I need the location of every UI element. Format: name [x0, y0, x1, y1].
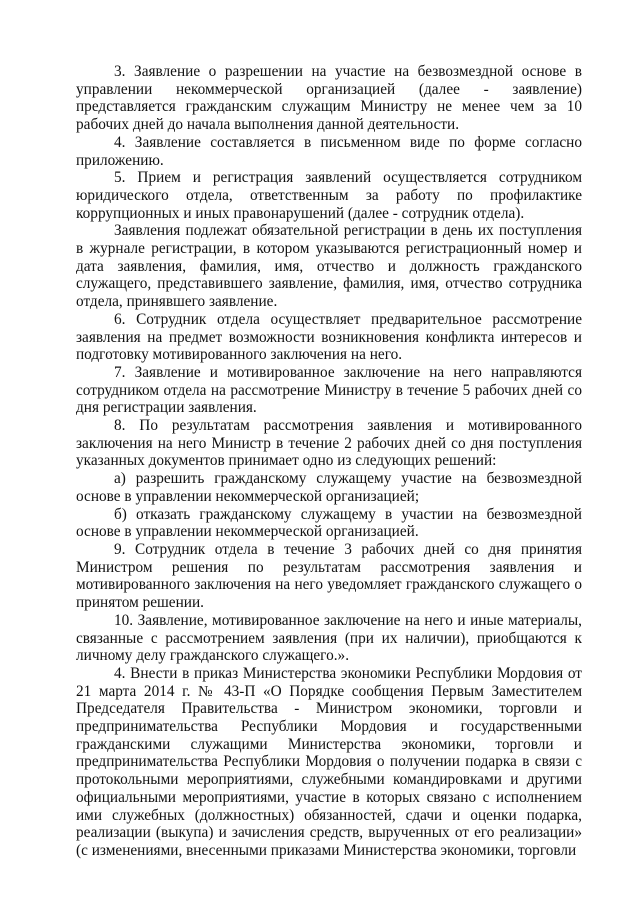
paragraph-8a-permit: а) разрешить гражданскому служащему участие на безвозмездной основе в управлении некоммерческой организацией; [76, 470, 582, 505]
paragraph-7-submission: 7. Заявление и мотивированное заключение на него направляются сотрудником отдела на рассмотрение Министру в течение 5 рабочих дней со дня регистрации заявления. [76, 363, 582, 417]
paragraph-5-registration: 5. Прием и регистрация заявлений осуществляется сотрудником юридического отдела, ответственным за работу по профилактике коррупционных и иных правонарушений (далее - сотрудник отдела). [76, 169, 582, 222]
paragraph-4-amend-order: 4. Внести в приказ Министерства экономики Республики Мордовия от 21 марта 2014 г. № 43-П «О Порядке сообщения Первым Заместителем Председателя Правительства - Министром экономики, торговли и предпринимательства Республики Мордовия и государственными гражданскими служащими Министерства экономики, торговли и предпринимательства Республики Мордовия о получении подарка в связи с протокольными мероприятиями, служебными командировками и другими официальными мероприятиями, участие в которых связано с исполнением ими служебных (должностных) обязанностей, сдачи и оценки подарка, реализации (выкупа) и зачисления средств, вырученных от его реализации» (с изменениями, внесенными приказами Министерства экономики, торговли [76, 664, 582, 859]
paragraph-4-written-form: 4. Заявление составляется в письменном виде по форме согласно приложению. [76, 133, 582, 169]
paragraph-6-review: 6. Сотрудник отдела осуществляет предварительное рассмотрение заявления на предмет возможности возникновения конфликта интересов и подготовку мотивированного заключения на него. [76, 310, 582, 364]
paragraph-3-application: 3. Заявление о разрешении на участие на безвозмездной основе в управлении некоммерческой организацией (далее - заявление) представляется гражданским служащим Министру не менее чем за 10 рабочих дней до начала выполнения данной деятельности. [76, 63, 582, 134]
paragraph-8-decision: 8. По результатам рассмотрения заявления и мотивированного заключения на него Министр в течение 2 рабочих дней со дня поступления указанных документов принимает одно из следующих решений: [76, 417, 582, 470]
paragraph-9-notification: 9. Сотрудник отдела в течение 3 рабочих дней со дня принятия Министром решения по результатам рассмотрения заявления и мотивированного заключения на него уведомляет гражданского служащего о принятом решении. [76, 540, 582, 612]
paragraph-10-personal-file: 10. Заявление, мотивированное заключение на него и иные материалы, связанные с рассмотрением заявления (при их наличии), приобщаются к личному делу гражданского служащего.». [76, 611, 582, 665]
paragraph-8b-refuse: б) отказать гражданскому служащему в участии на безвозмездной основе в управлении некоммерческой организацией. [76, 505, 582, 541]
document-page [76, 63, 582, 860]
paragraph-registration-journal: Заявления подлежат обязательной регистрации в день их поступления в журнале регистрации, в котором указываются регистрационный номер и дата заявления, фамилия, имя, отчество и должность гражданского служащего, представившего заявление, фамилия, имя, отчество сотрудника отдела, принявшего заявление. [76, 222, 582, 311]
